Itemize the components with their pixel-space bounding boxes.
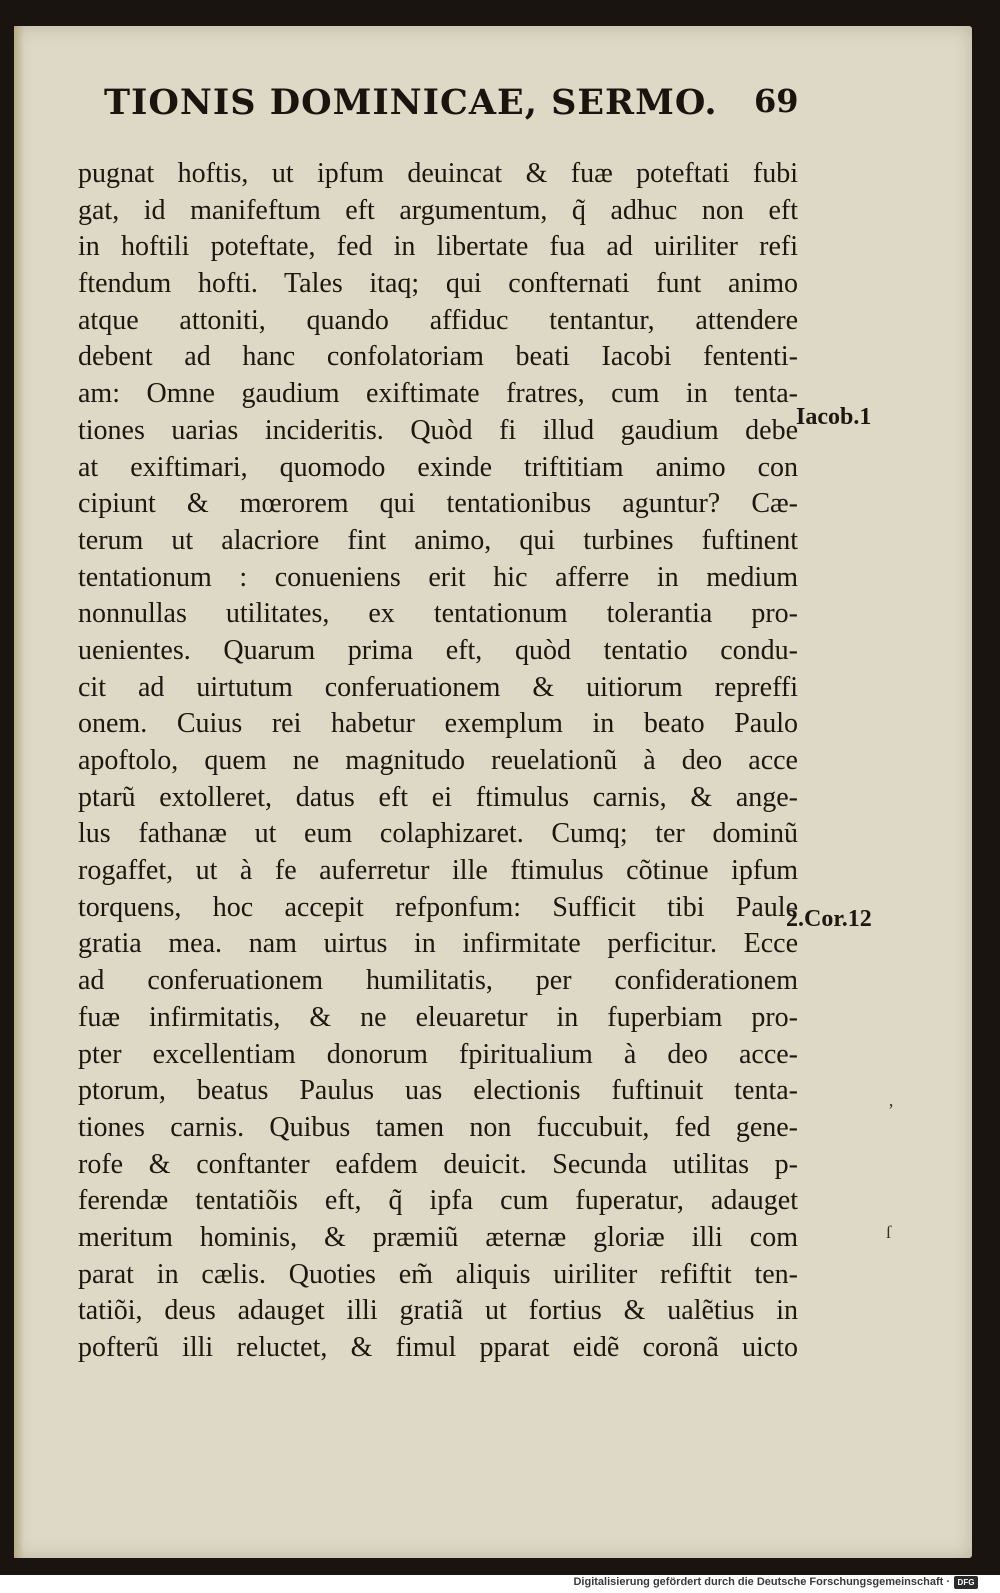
text-line: rogaffet, ut à fe auferretur ille ftimulus cõtinue ipfum	[78, 855, 798, 887]
text-line: nonnullas utilitates, ex tentationum tolerantia pro-	[78, 598, 798, 630]
margin-mark: ‚	[888, 1090, 894, 1110]
text-line: ptarũ extolleret, datus eft ei ftimulus carnis, & ange-	[78, 781, 798, 813]
page-gutter-shadow	[14, 26, 24, 1558]
marginal-note-iacob: Iacob.1	[796, 404, 872, 430]
text-line: tiones uarias incideritis. Quòd fi illud gaudium debe	[78, 414, 798, 446]
body-text	[78, 156, 798, 1367]
text-line: tatiõi, deus adauget illi gratiã ut fortius & ualẽtius in	[78, 1295, 798, 1327]
page-number: 69	[754, 82, 799, 120]
text-line: pter excellentiam donorum fpiritualium à deo acce-	[78, 1038, 798, 1070]
footer-bar	[0, 1575, 1000, 1593]
text-line: at exiftimari, quomodo exinde triftitiam animo con	[78, 451, 798, 483]
dfg-logo-label: DFG	[957, 1578, 975, 1587]
text-line: apoftolo, quem ne magnitudo reuelationũ à deo acce	[78, 745, 798, 776]
text-line: ftendum hofti. Tales itaq; qui confternati funt animo	[78, 268, 798, 300]
text-line: atque attoniti, quando affiduc tentantur, attendere	[78, 304, 798, 336]
text-line: lus fathanæ ut eum colaphizaret. Cumq; ter dominũ	[78, 818, 798, 850]
text-line: tentationum : conueniens erit hic afferre in medium	[78, 561, 798, 593]
text-line: torquens, hoc accepit refponfum: Sufficit tibi Paule	[78, 891, 798, 923]
running-head: TIONIS DOMINICAE, SERMO.	[104, 82, 718, 123]
text-line: in hoftili poteftate, fed in libertate fua ad uiriliter refi	[78, 231, 798, 263]
text-line: rofe & conftanter eafdem deuicit. Secunda utilitas p-	[78, 1148, 798, 1180]
text-line: ptorum, beatus Paulus uas electionis fuftinuit tenta-	[78, 1075, 798, 1107]
funding-credit: Digitalisierung gefördert durch die Deutsche Forschungsgemeinschaft ·	[573, 1576, 950, 1588]
text-line: meritum hominis, & præmiũ æternæ gloriæ illi com	[78, 1221, 798, 1253]
book-page	[14, 26, 972, 1558]
text-line: terum ut alacriore fint animo, qui turbines fuftinent	[78, 524, 798, 556]
text-line: am: Omne gaudium exiftimate fratres, cum in tenta-	[78, 378, 798, 410]
text-line: debent ad hanc confolatoriam beati Iacobi fententi-	[78, 341, 798, 373]
text-line: uenientes. Quarum prima eft, quòd tentatio condu-	[78, 634, 798, 666]
text-line: cipiunt & mœrorem qui tentationibus aguntur? Cæ-	[78, 488, 798, 520]
marginal-note-corinthians: 2.Cor.12	[786, 906, 872, 932]
text-line: ferendæ tentatiõis eft, q̃ ipfa cum fuperatur, adauget	[78, 1185, 798, 1217]
text-line: parat in cælis. Quoties em̃ aliquis uiriliter refiftit ten-	[78, 1258, 798, 1290]
text-line: ad conferuationem humilitatis, per confiderationem	[78, 965, 798, 997]
text-line: cit ad uirtutum conferuationem & uitiorum repreffi	[78, 671, 798, 703]
page-header	[104, 82, 804, 132]
text-line: pugnat hoftis, ut ipfum deuincat & fuæ poteftati fubi	[78, 158, 798, 189]
margin-mark: ſ	[886, 1222, 892, 1242]
text-line: onem. Cuius rei habetur exemplum in beato Paulo	[78, 708, 798, 740]
text-line: gat, id manifeftum eft argumentum, q̃ adhuc non eft	[78, 194, 798, 226]
text-line: gratia mea. nam uirtus in infirmitate perficitur. Ecce	[78, 928, 798, 960]
text-line: tiones carnis. Quibus tamen non fuccubuit, fed gene-	[78, 1111, 798, 1143]
text-line: pofterũ illi reluctet, & fimul pparat eidẽ coronã uicto	[78, 1332, 798, 1363]
dfg-logo-icon	[954, 1576, 978, 1589]
text-line: fuæ infirmitatis, & ne eleuaretur in fuperbiam pro-	[78, 1001, 798, 1033]
